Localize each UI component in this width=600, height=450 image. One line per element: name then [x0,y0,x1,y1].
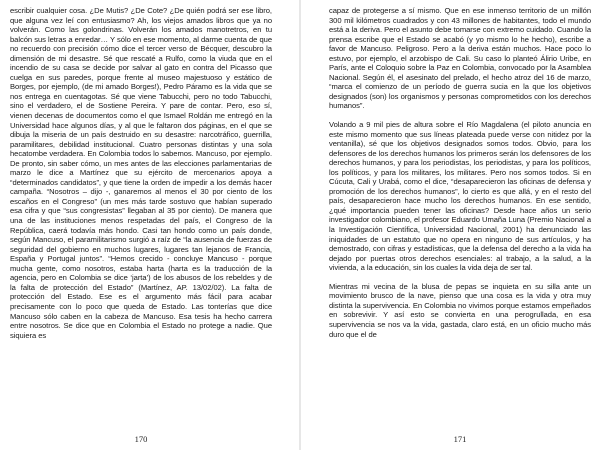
right-paragraph-3: Mientras mi vecina de la blusa de pepas se inquieta en su silla ante un movimiento brusco de la nave, pienso que una cosa es la vida y otra muy distinta la supervivencia. En Colombia no vivimos porque estamos empeñados en sobrevivir. Y así esto se convierta en una perogrullada, en esa supervivencia se nos va la vida, gastada, claro está, en un oficio mucho más duro que el de [329,281,591,339]
page-number-left: 170 [134,434,148,444]
left-page [10,6,272,340]
page-number-right: 171 [453,434,467,444]
book-spine [299,0,301,450]
left-paragraph-1: escribir cualquier cosa. ¿De Mutis? ¿De Cote? ¿De quién podrá ser ese libro, que alguna vez leí con entusiasmo? Ah, los viejos amados libros que ya no volverán. Como las golondrinas. Volverán los amados manotretros, en tu balcón sus letras a enredar… Y sólo en ese momento, al darme cuenta de que no recuerdo con precisión cómo dice el tercer verso de Bécquer, descubro la dimensión de mi desastre. Sé que rescaté a Rulfo, como la viuda que en el incendio de su casa se decide por salvar al gato en contra del Picasso que cuelga en sus paredes, porque frente al museo majestuoso y estático de Borges, por ejemplo, (de mi amado Borges!), Pedro Páramo es la vida que se nos entrega en cuentagotas. Sé que viene Tabucchi, pero no todo Tabucchi, sino el verdadero, el de Sostiene Pereira. Y pare de contar. Pero, eso sí, vienen decenas de documentos como el que Ismael Roldán me entregó en la Universidad hace algunos días, y al que le faltaron dos páginas, en el que se dibuja la miseria de un país destruido en su desastre: narcotráfico, guerrilla, paramilitares, debilidad institucional. Cuatro personas distintas y una sola hecatombe verdadera. En Colombia todos lo sabemos. Mancuso, por ejemplo. De pronto, sin saber cómo, un mes antes de las elecciones parlamentarias de marzo le dice a Martínez que su ejército de mercenarios apoya a “determinados candidatos”, y que tiene la orden de impedir a los demás hacer campaña. “Nosotros – dijo -, ganaremos al menos el 30 por ciento de los escaños en el Congreso” (un mes más tarde sostuvo que habían superado esa cifra y que “sus congresistas” llegaban al 35 por ciento). De manera que una de las instituciones menos respetadas del país, el Congreso de la República, caerá todavía más hondo. Casi tan hondo como un país donde, según Mancuso, el paramilitarismo surgió a raíz de “la ausencia de fuerzas de seguridad del gobierno en muchos lugares, lugares tan lejanos de Francia, España y Portugal juntos”. “Hemos crecido - concluye Mancuso - porque mucha gente, como nosotros, estaba harta (harta es la traducción de la agencia, pero en Colombia se dice ‘jarta’) de los abusos de los rebeldes y de la falta de protección del Estado” (Martínez, AP. 13/02/02). La falta de protección del Estado. Ese es el argumento más fácil para acabar precisamente con lo poco que queda de Estado. Las tonterías que dice Mancuso sólo caben en la cabeza de Mancuso. Esa tesis ha hecho carrera entre nosotros. Se dice que en Colombia el Estado no protege a nadie. Que siquiera es [10,6,272,340]
right-paragraph-2: Volando a 9 mil pies de altura sobre el Río Magdalena (el piloto anuncia en este mismo momento que sus líneas plateada puede verse con nitidez por la ventanilla), sé que los objetivos designados somos todos. Obvio, para los defensores de los derechos humanos los primeros serán los defensores de los derechos humanos, y para los periodistas, los periodistas, y para los políticos, los políticos, y para los militares, los militares. Pero nos somos todos. Si en Cúcuta, Cali y Urabá, como el dice, “desaparecieron las oficinas de defensa y promoción de los derechos humanos”, lo cierto es que allá, y en el resto del país, desaparecieron hace mucho los derechos humanos. En ese sentido, ¿qué importancia pueden tener las oficinas? Desde hace años un serio investigador colombiano, el profesor Eduardo Umaña Luna (Premio Nacional a la Investigación Científica, Universidad Nacional, 2001) ha denunciado las iniquidades de un estatuto que no opera en ninguno de sus artículos, y ha demostrado, con cifras y estadísticas, que la defensa del derecho a la vida ha dejado por puertas otros derechos esenciales: al trabajo, a la salud, a la vivienda, a la educación, sin los cuales la vida deja de ser tal. [329,120,591,273]
right-paragraph-1: capaz de protegerse a sí mismo. Que en ese inmenso territorio de un millón 300 mil kilómetros cuadrados y con 43 millones de habitantes, todo el mundo está a la deriva. Pero el asunto debe tomarse con extremo cuidado. Cuando la prensa escribe que el Estado se acabó (y yo mismo lo he hecho), escribe a favor de Mancuso. Peligroso. Pero a la deriva están muchos. Hace poco lo estuvo, por ejemplo, el arzobispo de Cali. Su caso lo planteó Álirio Uribe, en París, ante el Coloquio sobre la Paz en Colombia, convocado por la Asamblea Nacional. Según él, el asesinato del prelado, el hecho atroz del 16 de marzo, “marca el comienzo de un período de guerra sucia en la que los objetivos designados (son) los organismos y personas comprometidos con los derechos humanos”. [329,6,591,111]
right-page [329,6,591,339]
